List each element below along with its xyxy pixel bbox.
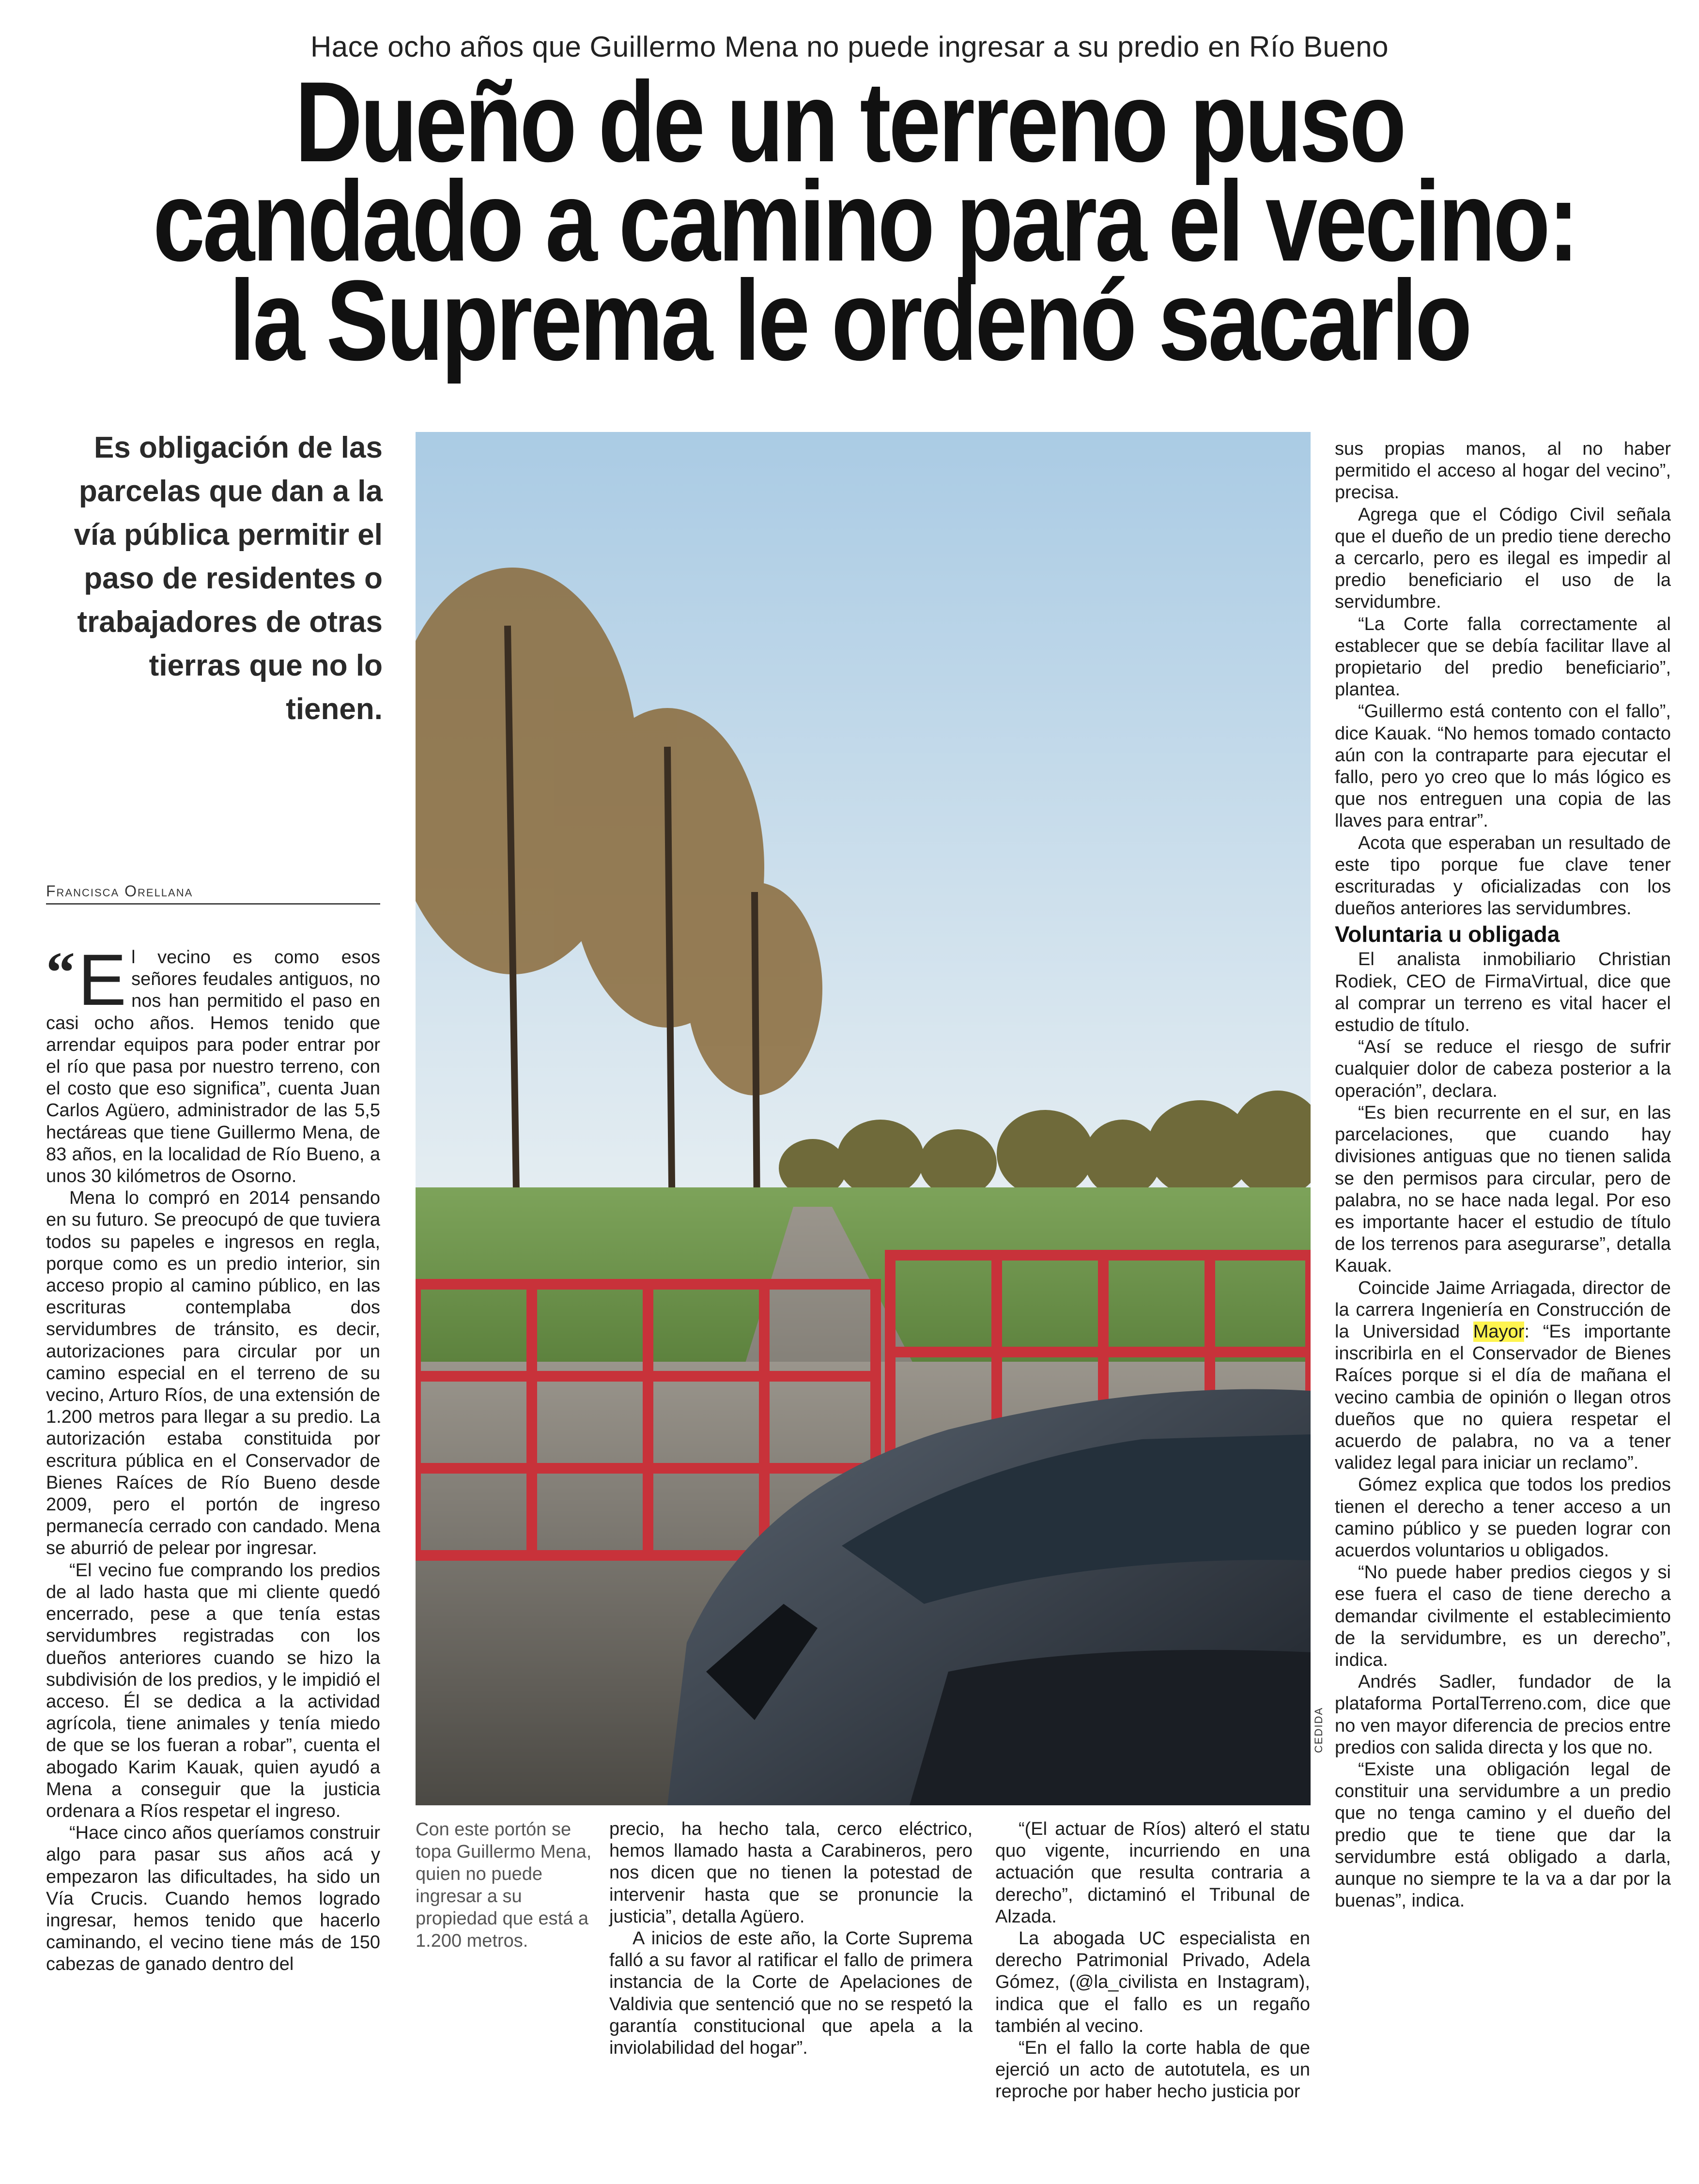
paragraph-19: Gómez explica que todos los predios tienen el derecho a tener acceso a un camino público y se pueden lograr con acuerdos voluntarios u obligados. — [1335, 1475, 1671, 1561]
paragraph-8: La abogada UC especialista en derecho Patrimonial Privado, Adela Gómez, (@la_civilista en Instagram), indica que el fallo es un regaño también al vecino. — [995, 1928, 1310, 2036]
drop-cap: E — [78, 939, 127, 1020]
headline — [153, 58, 1577, 385]
paragraph-10: sus propias manos, al no haber permitido el acceso al hogar del vecino”, precisa. — [1335, 439, 1671, 503]
paragraph-15: El analista inmobiliario Christian Rodiek, CEO de FirmaVirtual, dice que al comprar un terreno es vital hacer el estudio de título. — [1335, 949, 1671, 1036]
gate-photo-image — [416, 432, 1311, 1805]
paragraph-17: “Es bien recurrente en el sur, en las parcelaciones, que cuando hay divisiones antiguas que no tienen salida se den permisos para circular, pero de palabra, no se hace nada legal. Por eso es importante hacer el estudio de título de los terrenos para asegurarse”, detalla Kauak. — [1335, 1102, 1671, 1277]
paragraph-3: “El vecino fue comprando los predios de al lado hasta que mi cliente quedó encerrado, pese a que tenía estas servidumbres registradas con los dueños anteriores cuando se hizo la subdivisión de los predios, y le impidió el acceso. Él se dedica a la actividad agrícola, tiene animales y tenía miedo de que se los fueran a robar”, cuenta el abogado Karim Kauak, quien ayudó a Mena a conseguir que la justicia ordenara a Ríos respetar el ingreso. — [46, 1560, 380, 1821]
highlighted-word: Mayor — [1473, 1321, 1525, 1342]
article-column-1 — [46, 939, 380, 1976]
article-column-2 — [609, 1818, 973, 2059]
paragraph-20: “No puede haber predios ciegos y si ese fuera el caso de tiene derecho a demandar civilmente el establecimiento de la servidumbre, es un derecho”, indica. — [1335, 1562, 1671, 1670]
headline-line-3: la Suprema le ordenó sacarlo — [229, 257, 1470, 385]
gate-photo — [416, 432, 1311, 1805]
headline-line-2: candado a camino para el vecino: — [153, 157, 1577, 285]
paragraph-7: “(El actuar de Ríos) alteró el statu quo vigente, incurriendo en una actuación que resulta contraria a derecho”, dictaminó el Tribunal de Alzada. — [995, 1819, 1310, 1927]
photo-credit: CEDIDA — [1313, 1707, 1325, 1753]
headline-line-1: Dueño de un terreno puso — [294, 58, 1405, 186]
byline: Francisca Orellana — [46, 882, 380, 905]
paragraph-18: Coincide Jaime Arriagada, director de la carrera Ingeniería en Construcción de la Universidad Mayor: “Es importante inscribirla en el Conservador de Bienes Raíces porque si el día de mañana el vecino cambia de opinión o llegan otros dueños que no quiera respetar el acuerdo de palabra, no va a tener validez legal para iniciar un reclamo”. — [1335, 1277, 1671, 1474]
paragraph-5: precio, ha hecho tala, cerco eléctrico, hemos llamado hasta a Carabineros, pero nos dicen que no tienen la potestad de intervenir hasta que se pronuncie la justicia”, detalla Agüero. — [609, 1819, 973, 1927]
kicker: Hace ocho años que Guillermo Mena no puede ingresar a su predio en Río Bueno — [310, 31, 1389, 63]
paragraph-22: “Existe una obligación legal de constituir una servidumbre a un predio que no tenga camino y el dueño del predio que te tiene que dar la servidumbre está obligado a darla, aunque no siempre te la va a dar por la buenas”, indica. — [1335, 1759, 1671, 1911]
paragraph-11: Agrega que el Código Civil señala que el dueño de un predio tiene derecho a cercarlo, pero es ilegal es impedir al predio beneficiario el uso de la servidumbre. — [1335, 504, 1671, 613]
paragraph-1: “ E l vecino es como esos señores feudales antiguos, no nos han permitido el paso en casi ocho años. Hemos tenido que arrendar equipos para poder entrar por el río que pasa por nuestro terreno, con el costo que eso significa”, cuenta Juan Carlos Agüero, administrador de las 5,5 hectáreas que tiene Guillermo Mena, de 83 años, en la localidad de Río Bueno, a unos 30 kilómetros de Osorno. — [46, 939, 380, 1187]
paragraph-14: Acota que esperaban un resultado de este tipo porque fue clave tener escrituradas y oficializadas con los dueños anteriores las servidumbres. — [1335, 832, 1671, 919]
article-column-3 — [995, 1818, 1310, 2103]
article-column-4 — [1335, 438, 1671, 1912]
paragraph-2: Mena lo compró en 2014 pensando en su futuro. Se preocupó de que tuviera todos su papeles e ingresos en regla, porque como es un predio interior, sin acceso propio al camino público, en las escrituras contemplaba dos servidumbres de tránsito, es decir, autorizaciones para circular por un camino especial en el terreno de su vecino, Arturo Ríos, de una extensión de 1.200 metros para llegar a su predio. La autorización estaba constituida por escritura pública en el Conservador de Bienes Raíces de Río Bueno desde 2009, pero el portón de ingreso permanecía cerrado con candado. Mena se aburrió de pelear por ingresar. — [46, 1188, 380, 1559]
paragraph-6: A inicios de este año, la Corte Suprema falló a su favor al ratificar el fallo de primera instancia de la Corte de Apelaciones de Valdivia que sentenció que no se respetó la garantía constitucional que apela a la inviolabilidad del hogar”. — [609, 1928, 973, 2059]
paragraph-21: Andrés Sadler, fundador de la plataforma PortalTerreno.com, dice que no ven mayor diferencia de precios entre predios con salida directa y los que no. — [1335, 1672, 1671, 1758]
subheading: Voluntaria u obligada — [1335, 922, 1560, 947]
paragraph-16: “Así se reduce el riesgo de sufrir cualquier dolor de cabeza posterior a la operación”, declara. — [1335, 1037, 1671, 1101]
quote-mark: “ — [46, 940, 75, 1004]
paragraph-12: “La Corte falla correctamente al establecer que se debía facilitar llave al propietario del predio beneficiario”, plantea. — [1335, 614, 1671, 700]
photo-caption: Con este portón se topa Guillermo Mena, quien no puede ingresar a su propiedad que está a 1.200 metros. — [416, 1819, 592, 1951]
deck: Es obligación de las parcelas que dan a la vía pública permitir el paso de residentes o trabajadores de otras tierras que no lo tienen. — [74, 431, 383, 726]
paragraph-9: “En el fallo la corte habla de que ejerció un acto de autotutela, es un reproche por haber hecho justicia por — [995, 2038, 1310, 2102]
paragraph-13: “Guillermo está contento con el fallo”, dice Kauak. “No hemos tomado contacto aún con la contraparte para ejecutar el fallo, pero yo creo que lo más lógico es que nos entreguen una copia de las llaves para entrar”. — [1335, 701, 1671, 831]
paragraph-4: “Hace cinco años queríamos construir algo para pasar sus años acá y empezaron las dificultades, ha sido un Vía Crucis. Cuando hemos logrado ingresar, hemos tenido que hacerlo caminando, el vecino tiene más de 150 cabezas de ganado dentro del — [46, 1823, 380, 1975]
